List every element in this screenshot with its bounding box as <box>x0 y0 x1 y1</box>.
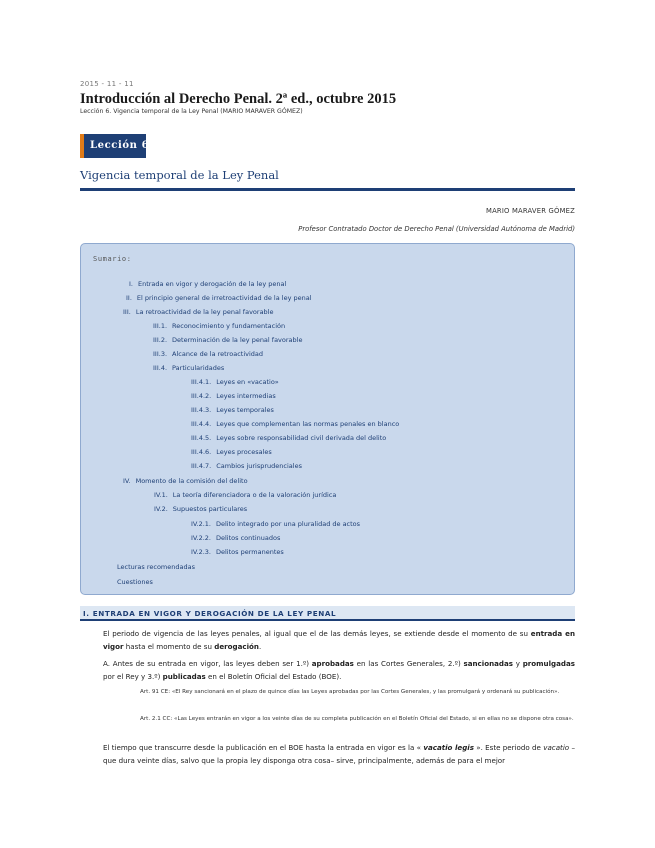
toc-text: Leyes sobre responsabilidad civil derivada del delito <box>216 434 387 442</box>
paragraph <box>103 628 575 653</box>
toc-number: III.4.5. <box>191 434 212 442</box>
toc-number: III.2. <box>153 336 168 344</box>
lesson-tag: Lección 6 <box>80 134 146 158</box>
text-run: ». Este periodo de <box>473 743 544 752</box>
italic-term: vacatio <box>543 743 570 752</box>
legal-quote: Art. 91 CE: «El Rey sancionará en el plazo de quince días las Leyes aprobadas por las Cortes Generales, y las promulgará y ordenará su publicación». <box>140 689 560 695</box>
document-subtitle: Lección 6. Vigencia temporal de la Ley Penal (MARIO MARAVER GÓMEZ) <box>80 108 303 115</box>
toc-text: Cuestiones <box>117 578 153 586</box>
bold-term: publicadas <box>162 671 206 681</box>
toc-text: Cambios jurisprudenciales <box>216 462 302 470</box>
toc-text: Particularidades <box>172 364 225 372</box>
lesson-title: Vigencia temporal de la Ley Penal <box>80 168 279 182</box>
toc-link[interactable] <box>191 420 399 428</box>
author-name: MARIO MARAVER GÓMEZ <box>486 207 575 215</box>
toc-number: IV.2.1. <box>191 520 211 528</box>
toc-link[interactable] <box>123 308 274 316</box>
bold-term: derogación <box>214 641 259 651</box>
toc-number: IV.2.2. <box>191 534 211 542</box>
toc-text: Lecturas recomendadas <box>117 563 195 571</box>
toc-number: III.4.4. <box>191 420 212 428</box>
text-run: en el Boletín Oficial del Estado (BOE). <box>205 671 342 681</box>
toc-link[interactable] <box>191 548 284 556</box>
toc-link[interactable] <box>126 294 312 302</box>
summary-label: Sumario: <box>93 255 132 263</box>
paragraph <box>103 658 575 683</box>
toc-text: Leyes que complementan las normas penales en blanco <box>216 420 400 428</box>
toc-number: III.4.6. <box>191 448 212 456</box>
section-heading: I. ENTRADA EN VIGOR Y DEROGACIÓN DE LA LEY PENAL <box>80 606 575 621</box>
toc-text: Leyes procesales <box>216 448 272 456</box>
toc-text: Supuestos particulares <box>172 505 248 513</box>
toc-number: III.4.1. <box>191 378 212 386</box>
toc-link[interactable] <box>117 563 195 571</box>
toc-text: Leyes temporales <box>216 406 274 414</box>
toc-text: Delitos continuados <box>216 534 281 542</box>
toc-text: El principio general de irretroactividad de la ley penal <box>136 294 312 302</box>
toc-number: III.3. <box>153 350 168 358</box>
toc-text: Leyes en «vacatio» <box>216 378 279 386</box>
toc-link[interactable] <box>154 505 247 513</box>
toc-link[interactable] <box>153 336 302 344</box>
toc-link[interactable] <box>191 462 302 470</box>
text-run: –que dura veinte días, salvo que la propia ley disponga otra cosa– sirve, principalmente, además de para el mejor <box>103 743 576 765</box>
toc-link[interactable] <box>191 434 386 442</box>
toc-link[interactable] <box>191 406 274 414</box>
toc-number: IV.2.3. <box>191 548 211 556</box>
text-run: en las Cortes Generales, 2.º) <box>353 659 464 668</box>
toc-text: La teoría diferenciadora o de la valoración jurídica <box>172 491 337 499</box>
text-run: y <box>513 659 523 668</box>
toc-number: III.4.3. <box>191 406 212 414</box>
document-date: 2015 - 11 - 11 <box>80 80 134 88</box>
document-title: Introducción al Derecho Penal. 2ª ed., octubre 2015 <box>80 91 397 107</box>
toc-number: III.4.7. <box>191 462 212 470</box>
toc-text: Delitos permanentes <box>216 548 284 556</box>
text-run: A. Antes de su entrada en vigor, las leyes deben ser 1.º) <box>103 659 312 668</box>
toc-link[interactable] <box>153 364 224 372</box>
toc-number: II. <box>126 294 132 302</box>
toc-text: Alcance de la retroactividad <box>172 350 264 358</box>
toc-number: III.4. <box>153 364 168 372</box>
toc-text: Entrada en vigor y derogación de la ley penal <box>137 280 287 288</box>
toc-link[interactable] <box>117 578 153 586</box>
toc-link[interactable] <box>129 280 286 288</box>
toc-link[interactable] <box>191 378 279 386</box>
toc-number: IV. <box>123 477 131 485</box>
toc-text: Momento de la comisión del delito <box>135 477 248 485</box>
toc-link[interactable] <box>191 392 276 400</box>
toc-link[interactable] <box>191 448 272 456</box>
paragraph <box>103 742 575 767</box>
title-rule <box>80 188 575 191</box>
toc-number: IV.2. <box>154 505 168 513</box>
summary-box <box>80 243 575 595</box>
bold-term: promulgadas <box>522 659 575 668</box>
toc-text: Reconocimiento y fundamentación <box>172 322 286 330</box>
text-run: hasta el momento de su <box>123 641 215 651</box>
toc-number: I. <box>129 280 133 288</box>
toc-number: III.4.2. <box>191 392 212 400</box>
bold-term: aprobadas <box>311 659 354 668</box>
toc-text: Leyes intermedias <box>216 392 276 400</box>
toc-link[interactable] <box>123 477 248 485</box>
italic-term: vacatio legis <box>423 743 474 752</box>
toc-link[interactable] <box>191 534 280 542</box>
toc-number: III. <box>123 308 131 316</box>
toc-number: III.1. <box>153 322 168 330</box>
bold-term: sancionadas <box>463 659 513 668</box>
legal-quote: Art. 2.1 CC: «Las Leyes entrarán en vigor a los veinte días de su completa publicación en el Boletín Oficial del Estado, si en ellas no se dispone otra cosa». <box>140 716 574 722</box>
toc-text: La retroactividad de la ley penal favorable <box>135 308 274 316</box>
toc-link[interactable] <box>153 350 263 358</box>
bold-term: entrada en vigor <box>103 629 576 651</box>
toc-number: IV.1. <box>154 491 168 499</box>
toc-link[interactable] <box>153 322 285 330</box>
toc-link[interactable] <box>154 491 336 499</box>
text-run: El periodo de vigencia de las leyes penales, al igual que el de las demás leyes, se extiende desde el momento de su <box>103 629 531 638</box>
author-affiliation: Profesor Contratado Doctor de Derecho Penal (Universidad Autónoma de Madrid) <box>298 225 575 233</box>
text-run: . <box>258 641 262 651</box>
toc-text: Delito integrado por una pluralidad de actos <box>216 520 361 528</box>
toc-link[interactable] <box>191 520 360 528</box>
text-run: El tiempo que transcurre desde la publicación en el BOE hasta la entrada en vigor es la « <box>103 743 424 752</box>
toc-text: Determinación de la ley penal favorable <box>172 336 303 344</box>
text-run: por el Rey y 3.º) <box>103 671 163 681</box>
